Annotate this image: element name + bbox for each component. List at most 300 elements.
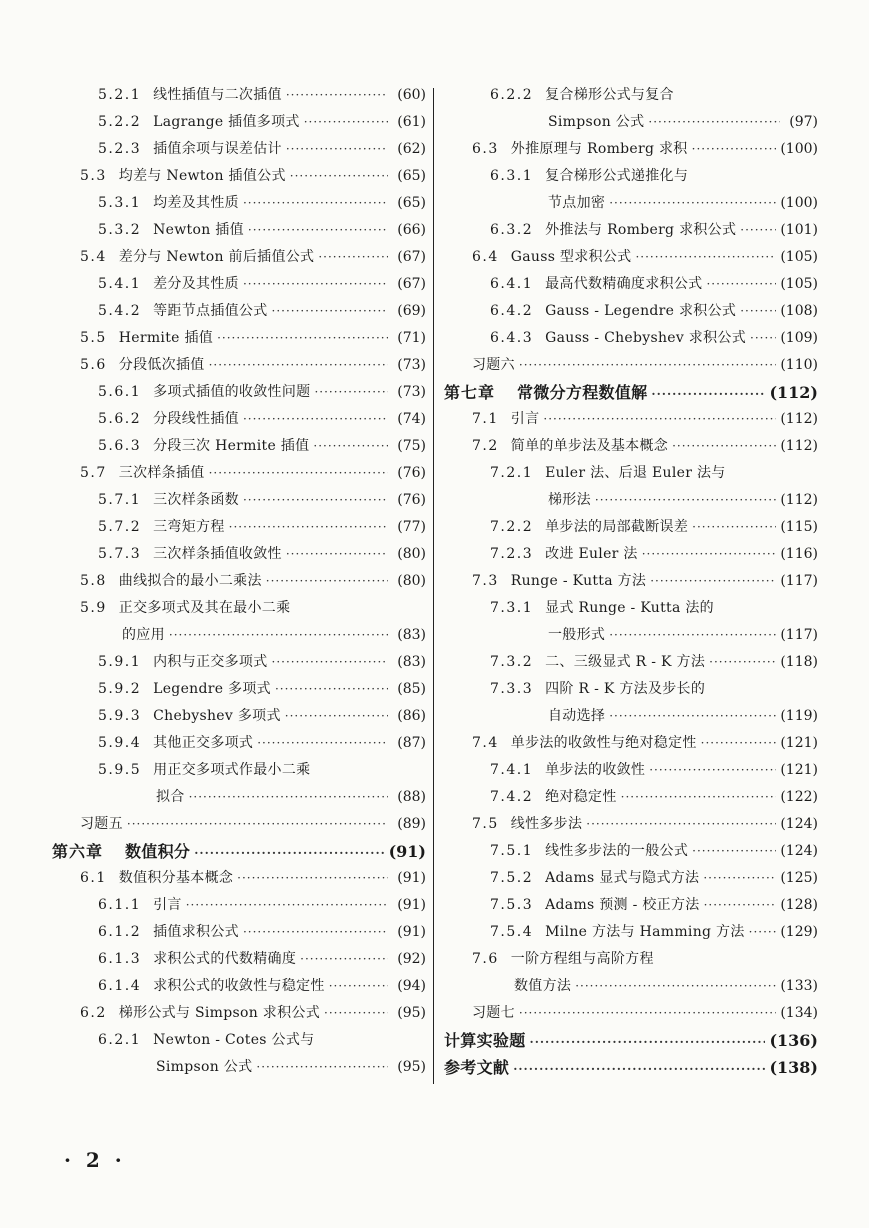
dot-leader bbox=[609, 622, 776, 649]
toc-entry-number: 5.9.2 bbox=[98, 681, 142, 697]
toc-entry-title: 显式 Runge - Kutta 法的 bbox=[545, 600, 714, 616]
toc-entry-page: (87) bbox=[397, 735, 426, 751]
toc-entry-title: 差分与 Newton 前后插值公式 bbox=[118, 249, 315, 265]
toc-entry-row bbox=[444, 1000, 818, 1027]
toc-entry-row bbox=[52, 190, 426, 217]
toc-entry-page: (121) bbox=[780, 762, 818, 778]
toc-entry-row bbox=[52, 514, 426, 541]
toc-entry-page: (100) bbox=[780, 195, 818, 211]
toc-entry-page: (67) bbox=[397, 276, 426, 292]
dot-leader bbox=[749, 919, 777, 946]
toc-entry-page: (85) bbox=[397, 681, 426, 697]
toc-entry-row bbox=[444, 892, 818, 919]
dot-leader bbox=[706, 271, 776, 298]
toc-entry-title: Hermite 插值 bbox=[118, 330, 214, 346]
toc-entry-title: 插值求积公式 bbox=[153, 924, 239, 940]
toc-entry-number: 5.2.3 bbox=[98, 141, 142, 157]
toc-entry-number: 5.5 bbox=[80, 330, 107, 346]
dot-leader bbox=[519, 1000, 776, 1027]
toc-entry-number: 6.4.2 bbox=[490, 303, 534, 319]
toc-entry-title: 求积公式的代数精确度 bbox=[153, 951, 297, 967]
toc-entry-row bbox=[444, 109, 818, 136]
dot-leader bbox=[543, 406, 776, 433]
toc-entry-row bbox=[444, 838, 818, 865]
toc-entry-page: (136) bbox=[769, 1031, 818, 1050]
toc-entry-number: 7.6 bbox=[472, 951, 499, 967]
toc-entry-page: (88) bbox=[397, 789, 426, 805]
dot-leader bbox=[519, 352, 776, 379]
toc-entry-number: 5.4 bbox=[80, 249, 107, 265]
toc-entry-page: (74) bbox=[397, 411, 426, 427]
toc-entry-row bbox=[52, 865, 426, 892]
dot-leader bbox=[595, 487, 776, 514]
dot-leader bbox=[649, 757, 776, 784]
toc-entry-number: 7.5.2 bbox=[490, 870, 534, 886]
toc-entry-row bbox=[52, 433, 426, 460]
dot-leader bbox=[314, 379, 388, 406]
toc-entry-page: (76) bbox=[397, 465, 426, 481]
toc-entry-number: 7.5 bbox=[472, 816, 499, 832]
toc-entry-title: Gauss - Legendre 求积公式 bbox=[545, 303, 737, 319]
toc-entry-row bbox=[444, 541, 818, 568]
toc-entry-number: 6.3.2 bbox=[490, 222, 534, 238]
toc-entry-title: Simpson 公式 bbox=[156, 1059, 253, 1075]
dot-leader bbox=[189, 784, 388, 811]
dot-leader bbox=[285, 703, 388, 730]
toc-entry-row bbox=[52, 919, 426, 946]
toc-entry-page: (125) bbox=[780, 870, 818, 886]
toc-entry-number: 5.4.2 bbox=[98, 303, 142, 319]
toc-entry-row bbox=[444, 190, 818, 217]
toc-entry-number: 5.7 bbox=[80, 465, 107, 481]
toc-entry-number: 7.4.2 bbox=[490, 789, 534, 805]
dot-leader bbox=[648, 109, 780, 136]
toc-entry-row bbox=[444, 946, 818, 973]
toc-entry-title: 三次样条插值 bbox=[118, 465, 205, 481]
toc-entry-title: 四阶 R - K 方法及步长的 bbox=[545, 681, 706, 697]
toc-chapter-row bbox=[444, 1027, 818, 1054]
toc-entry-row bbox=[444, 919, 818, 946]
toc-entry-page: (67) bbox=[397, 249, 426, 265]
toc-entry-page: (108) bbox=[780, 303, 818, 319]
toc-entry-row bbox=[52, 298, 426, 325]
toc-entry-page: (61) bbox=[397, 114, 426, 130]
toc-entry-row bbox=[444, 217, 818, 244]
toc-entry-page: (62) bbox=[397, 141, 426, 157]
toc-entry-number: 5.8 bbox=[80, 573, 107, 589]
toc-entry-title: Runge - Kutta 方法 bbox=[510, 573, 647, 589]
toc-entry-number: 7.4 bbox=[472, 735, 499, 751]
dot-leader bbox=[257, 730, 388, 757]
dot-leader bbox=[692, 514, 776, 541]
toc-entry-page: (134) bbox=[780, 1005, 818, 1021]
toc-entry-title: 复合梯形公式递推化与 bbox=[545, 168, 689, 184]
toc-entry-title: Legendre 多项式 bbox=[153, 681, 271, 697]
toc-entry-row bbox=[444, 325, 818, 352]
toc-entry-page: (73) bbox=[397, 384, 426, 400]
dot-leader bbox=[217, 325, 388, 352]
dot-leader bbox=[635, 244, 776, 271]
toc-entry-page: (92) bbox=[397, 951, 426, 967]
toc-entry-number: 6.3.1 bbox=[490, 168, 534, 184]
toc-entry-title: 线性多步法的一般公式 bbox=[545, 843, 689, 859]
toc-entry-row bbox=[444, 595, 818, 622]
toc-entry-number: 6.4.3 bbox=[490, 330, 534, 346]
toc-entry-title: Milne 方法与 Hamming 方法 bbox=[545, 924, 745, 940]
toc-entry-number: 7.2 bbox=[472, 438, 499, 454]
toc-entry-title: 三次样条插值收敛性 bbox=[153, 546, 282, 562]
dot-leader bbox=[272, 649, 388, 676]
toc-entry-page: (91) bbox=[397, 897, 426, 913]
toc-entry-number: 5.3.1 bbox=[98, 195, 142, 211]
toc-entry-page: (65) bbox=[397, 168, 426, 184]
toc-entry-number: 5.7.2 bbox=[98, 519, 142, 535]
toc-entry-number: 5.7.3 bbox=[98, 546, 142, 562]
toc-entry-title: 节点加密 bbox=[548, 195, 606, 211]
toc-chapter-row bbox=[444, 379, 818, 406]
toc-entry-title: Chebyshev 多项式 bbox=[153, 708, 281, 724]
toc-entry-title: 引言 bbox=[510, 411, 540, 427]
toc-entry-title: 其他正交多项式 bbox=[153, 735, 254, 751]
toc-entry-page: (118) bbox=[780, 654, 818, 670]
toc-entry-row bbox=[52, 811, 426, 838]
dot-leader bbox=[286, 541, 388, 568]
toc-entry-row bbox=[444, 703, 818, 730]
toc-entry-row bbox=[444, 433, 818, 460]
toc-entry-page: (66) bbox=[397, 222, 426, 238]
toc-entry-row bbox=[52, 136, 426, 163]
dot-leader bbox=[642, 541, 777, 568]
toc-entry-page: (83) bbox=[397, 654, 426, 670]
toc-entry-page: (77) bbox=[397, 519, 426, 535]
toc-entry-number: 5.9 bbox=[80, 600, 107, 616]
toc-entry-page: (60) bbox=[397, 87, 426, 103]
toc-entry-page: (124) bbox=[780, 843, 818, 859]
toc-entry-title: 内积与正交多项式 bbox=[153, 654, 268, 670]
toc-entry-page: (110) bbox=[780, 357, 818, 373]
toc-entry-page: (115) bbox=[780, 519, 818, 535]
toc-entry-row bbox=[444, 82, 818, 109]
dot-leader bbox=[313, 433, 388, 460]
toc-entry-page: (133) bbox=[780, 978, 818, 994]
toc-entry-title: 正交多项式及其在最小二乘 bbox=[118, 600, 291, 616]
dot-leader bbox=[243, 919, 388, 946]
toc-entry-number: 7.1 bbox=[472, 411, 499, 427]
toc-entry-number: 6.4.1 bbox=[490, 276, 534, 292]
toc-entry-page: (105) bbox=[780, 276, 818, 292]
toc-entry-title: Gauss 型求积公式 bbox=[510, 249, 632, 265]
toc-entry-title: 差分及其性质 bbox=[153, 276, 239, 292]
toc-entry-row bbox=[444, 406, 818, 433]
toc-entry-page: (75) bbox=[397, 438, 426, 454]
toc-entry-number: 5.6 bbox=[80, 357, 107, 373]
dot-leader bbox=[209, 352, 388, 379]
toc-entry-page: (129) bbox=[780, 924, 818, 940]
toc-entry-title: 改进 Euler 法 bbox=[545, 546, 638, 562]
toc-entry-title: 均差及其性质 bbox=[153, 195, 239, 211]
toc-entry-title: Adams 预测 - 校正方法 bbox=[545, 897, 700, 913]
toc-entry-number: 7.2.3 bbox=[490, 546, 534, 562]
toc-entry-title: 习题五 bbox=[80, 816, 123, 832]
toc-entry-page: (109) bbox=[780, 330, 818, 346]
toc-entry-title: 引言 bbox=[153, 897, 182, 913]
toc-entry-row bbox=[444, 784, 818, 811]
toc-entry-page: (83) bbox=[397, 627, 426, 643]
toc-right-column bbox=[444, 82, 818, 1081]
toc-entry-number: 6.2.1 bbox=[98, 1032, 142, 1048]
toc-entry-page: (91) bbox=[397, 924, 426, 940]
toc-entry-page: (105) bbox=[780, 249, 818, 265]
toc-entry-title: 二、三级显式 R - K 方法 bbox=[545, 654, 706, 670]
toc-entry-title: 数值方法 bbox=[514, 978, 572, 994]
dot-leader bbox=[290, 163, 388, 190]
toc-entry-row bbox=[444, 298, 818, 325]
dot-leader bbox=[275, 676, 388, 703]
dot-leader bbox=[530, 1029, 766, 1056]
toc-entry-number: 5.6.3 bbox=[98, 438, 142, 454]
column-divider bbox=[433, 88, 434, 1084]
toc-entry-row bbox=[52, 757, 426, 784]
dot-leader bbox=[703, 865, 776, 892]
dot-leader bbox=[692, 136, 777, 163]
toc-entry-number: 6.1.4 bbox=[98, 978, 142, 994]
toc-entry-page: (80) bbox=[397, 573, 426, 589]
toc-entry-row bbox=[444, 757, 818, 784]
toc-entry-page: (69) bbox=[397, 303, 426, 319]
toc-entry-number: 5.2.2 bbox=[98, 114, 142, 130]
toc-entry-row bbox=[444, 136, 818, 163]
toc-entry-page: (112) bbox=[780, 438, 818, 454]
toc-entry-row bbox=[52, 622, 426, 649]
toc-entry-row bbox=[52, 325, 426, 352]
toc-entry-row bbox=[52, 244, 426, 271]
toc-entry-title: 拟合 bbox=[156, 789, 185, 805]
dot-leader bbox=[740, 298, 776, 325]
dot-leader bbox=[318, 244, 388, 271]
toc-entry-page: (119) bbox=[780, 708, 818, 724]
dot-leader bbox=[672, 433, 776, 460]
toc-entry-row bbox=[52, 460, 426, 487]
dot-leader bbox=[621, 784, 777, 811]
toc-entry-title: 数值积分 bbox=[125, 842, 191, 861]
toc-entry-number: 7.3.2 bbox=[490, 654, 534, 670]
toc-entry-page: (94) bbox=[397, 978, 426, 994]
toc-entry-page: (95) bbox=[397, 1059, 426, 1075]
toc-entry-number: 7.5.3 bbox=[490, 897, 534, 913]
dot-leader bbox=[243, 487, 388, 514]
toc-entry-title: 习题七 bbox=[472, 1005, 515, 1021]
dot-leader bbox=[329, 973, 388, 1000]
toc-entry-title: 单步法的局部截断误差 bbox=[545, 519, 689, 535]
toc-entry-title: 常微分方程数值解 bbox=[517, 383, 648, 402]
toc-entry-number: 7.2.2 bbox=[490, 519, 534, 535]
toc-entry-row bbox=[444, 163, 818, 190]
toc-entry-number: 5.3 bbox=[80, 168, 107, 184]
toc-entry-row bbox=[444, 811, 818, 838]
toc-entry-page: (91) bbox=[397, 870, 426, 886]
toc-entry-title: 插值余项与误差估计 bbox=[153, 141, 282, 157]
toc-entry-number: 7.2.1 bbox=[490, 465, 534, 481]
toc-entry-row bbox=[444, 865, 818, 892]
toc-entry-page: (65) bbox=[397, 195, 426, 211]
toc-entry-title: 单步法的收敛性与绝对稳定性 bbox=[510, 735, 697, 751]
dot-leader bbox=[127, 811, 388, 838]
toc-entry-title: 线性插值与二次插值 bbox=[153, 87, 282, 103]
toc-entry-row bbox=[52, 946, 426, 973]
toc-entry-page: (138) bbox=[769, 1058, 818, 1077]
toc-entry-row bbox=[444, 568, 818, 595]
toc-entry-number: 5.6.1 bbox=[98, 384, 142, 400]
toc-entry-row bbox=[444, 622, 818, 649]
toc-entry-row bbox=[52, 595, 426, 622]
toc-entry-row bbox=[52, 973, 426, 1000]
toc-entry-title: Lagrange 插值多项式 bbox=[153, 114, 300, 130]
toc-entry-row bbox=[52, 1027, 426, 1054]
toc-entry-row bbox=[52, 379, 426, 406]
toc-entry-page: (112) bbox=[769, 383, 818, 402]
toc-entry-title: 单步法的收敛性 bbox=[545, 762, 646, 778]
toc-entry-title: Euler 法、后退 Euler 法与 bbox=[545, 465, 726, 481]
toc-entry-row bbox=[52, 217, 426, 244]
toc-entry-title: 曲线拟合的最小二乘法 bbox=[118, 573, 262, 589]
toc-entry-row bbox=[444, 271, 818, 298]
toc-entry-title: 用正交多项式作最小二乘 bbox=[153, 762, 311, 778]
toc-entry-row bbox=[52, 352, 426, 379]
toc-entry-row bbox=[444, 244, 818, 271]
toc-entry-number: 6.3 bbox=[472, 141, 499, 157]
dot-leader bbox=[740, 217, 776, 244]
toc-entry-number: 5.6.2 bbox=[98, 411, 142, 427]
toc-entry-title: 的应用 bbox=[122, 627, 165, 643]
toc-entry-row bbox=[52, 541, 426, 568]
toc-entry-row bbox=[444, 676, 818, 703]
toc-entry-title: 数值积分基本概念 bbox=[118, 870, 234, 886]
dot-leader bbox=[651, 381, 765, 408]
toc-entry-page: (117) bbox=[780, 627, 818, 643]
toc-entry-page: (124) bbox=[780, 816, 818, 832]
toc-entry-title: 外推原理与 Romberg 求积 bbox=[510, 141, 688, 157]
dot-leader bbox=[194, 840, 384, 867]
dot-leader bbox=[300, 946, 388, 973]
dot-leader bbox=[169, 622, 388, 649]
toc-entry-page: (112) bbox=[780, 411, 818, 427]
toc-entry-row bbox=[444, 973, 818, 1000]
toc-entry-title: 分段线性插值 bbox=[153, 411, 239, 427]
dot-leader bbox=[750, 325, 776, 352]
toc-chapter-row bbox=[52, 838, 426, 865]
dot-leader bbox=[272, 298, 388, 325]
toc-entry-number: 5.9.3 bbox=[98, 708, 142, 724]
toc-entry-row bbox=[52, 487, 426, 514]
dot-leader bbox=[704, 892, 777, 919]
toc-entry-row bbox=[444, 730, 818, 757]
toc-entry-row bbox=[52, 730, 426, 757]
toc-entry-page: (73) bbox=[397, 357, 426, 373]
dot-leader bbox=[609, 190, 776, 217]
dot-leader bbox=[709, 649, 776, 676]
toc-entry-row bbox=[52, 703, 426, 730]
toc-entry-title: Gauss - Chebyshev 求积公式 bbox=[545, 330, 747, 346]
toc-entry-title: 线性多步法 bbox=[510, 816, 583, 832]
dot-leader bbox=[513, 1056, 765, 1083]
toc-entry-row bbox=[444, 352, 818, 379]
toc-entry-page: (71) bbox=[397, 330, 426, 346]
toc-entry-title: 简单的单步法及基本概念 bbox=[510, 438, 669, 454]
page-number: · 2 · bbox=[64, 1148, 126, 1172]
toc-entry-page: (128) bbox=[780, 897, 818, 913]
dot-leader bbox=[701, 730, 777, 757]
toc-entry-title: 计算实验题 bbox=[444, 1031, 526, 1050]
dot-leader bbox=[650, 568, 776, 595]
toc-entry-title: 一般形式 bbox=[548, 627, 606, 643]
toc-entry-number: 6.2 bbox=[80, 1005, 107, 1021]
dot-leader bbox=[286, 82, 388, 109]
dot-leader bbox=[692, 838, 776, 865]
toc-entry-title: 求积公式的收敛性与稳定性 bbox=[153, 978, 325, 994]
toc-entry-number: 7.4.1 bbox=[490, 762, 534, 778]
toc-entry-number: 7.3.1 bbox=[490, 600, 534, 616]
dot-leader bbox=[243, 190, 388, 217]
toc-entry-number: 6.4 bbox=[472, 249, 499, 265]
toc-entry-row bbox=[444, 487, 818, 514]
toc-entry-title: 梯形法 bbox=[548, 492, 591, 508]
toc-entry-title: 等距节点插值公式 bbox=[153, 303, 268, 319]
toc-entry-number: 7.3.3 bbox=[490, 681, 534, 697]
dot-leader bbox=[243, 271, 388, 298]
toc-entry-row bbox=[52, 892, 426, 919]
dot-leader bbox=[209, 460, 388, 487]
toc-entry-page: (100) bbox=[780, 141, 818, 157]
toc-entry-page: (76) bbox=[397, 492, 426, 508]
dot-leader bbox=[229, 514, 388, 541]
toc-entry-title: Newton 插值 bbox=[153, 222, 244, 238]
toc-entry-row bbox=[52, 406, 426, 433]
toc-entry-title: 参考文献 bbox=[444, 1058, 510, 1077]
toc-entry-number: 7.5.1 bbox=[490, 843, 534, 859]
toc-entry-title: 一阶方程组与高阶方程 bbox=[510, 951, 654, 967]
toc-entry-row bbox=[52, 676, 426, 703]
dot-leader bbox=[243, 406, 388, 433]
toc-entry-title: 三次样条函数 bbox=[153, 492, 239, 508]
toc-entry-title: 自动选择 bbox=[548, 708, 606, 724]
dot-leader bbox=[586, 811, 776, 838]
toc-entry-title: 多项式插值的收敛性问题 bbox=[153, 384, 311, 400]
toc-entry-title: Newton - Cotes 公式与 bbox=[153, 1032, 315, 1048]
toc-entry-number: 6.1.1 bbox=[98, 897, 142, 913]
toc-entry-title: 三弯矩方程 bbox=[153, 519, 225, 535]
dot-leader bbox=[248, 217, 388, 244]
toc-entry-page: (121) bbox=[780, 735, 818, 751]
toc-entry-row bbox=[52, 568, 426, 595]
toc-entry-number: 6.2.2 bbox=[490, 87, 534, 103]
toc-entry-page: (112) bbox=[780, 492, 818, 508]
toc-entry-number: 5.2.1 bbox=[98, 87, 142, 103]
toc-entry-row bbox=[52, 1000, 426, 1027]
toc-entry-page: (116) bbox=[780, 546, 818, 562]
toc-entry-number: 5.9.5 bbox=[98, 762, 142, 778]
toc-entry-title: 分段低次插值 bbox=[118, 357, 205, 373]
toc-entry-row bbox=[52, 649, 426, 676]
dot-leader bbox=[237, 865, 388, 892]
toc-entry-title: Adams 显式与隐式方法 bbox=[545, 870, 700, 886]
toc-entry-row bbox=[52, 271, 426, 298]
toc-entry-title: 绝对稳定性 bbox=[545, 789, 617, 805]
toc-entry-number: 5.9.1 bbox=[98, 654, 142, 670]
dot-leader bbox=[575, 973, 776, 1000]
toc-entry-row bbox=[52, 784, 426, 811]
toc-entry-page: (80) bbox=[397, 546, 426, 562]
toc-entry-title: 习题六 bbox=[472, 357, 515, 373]
